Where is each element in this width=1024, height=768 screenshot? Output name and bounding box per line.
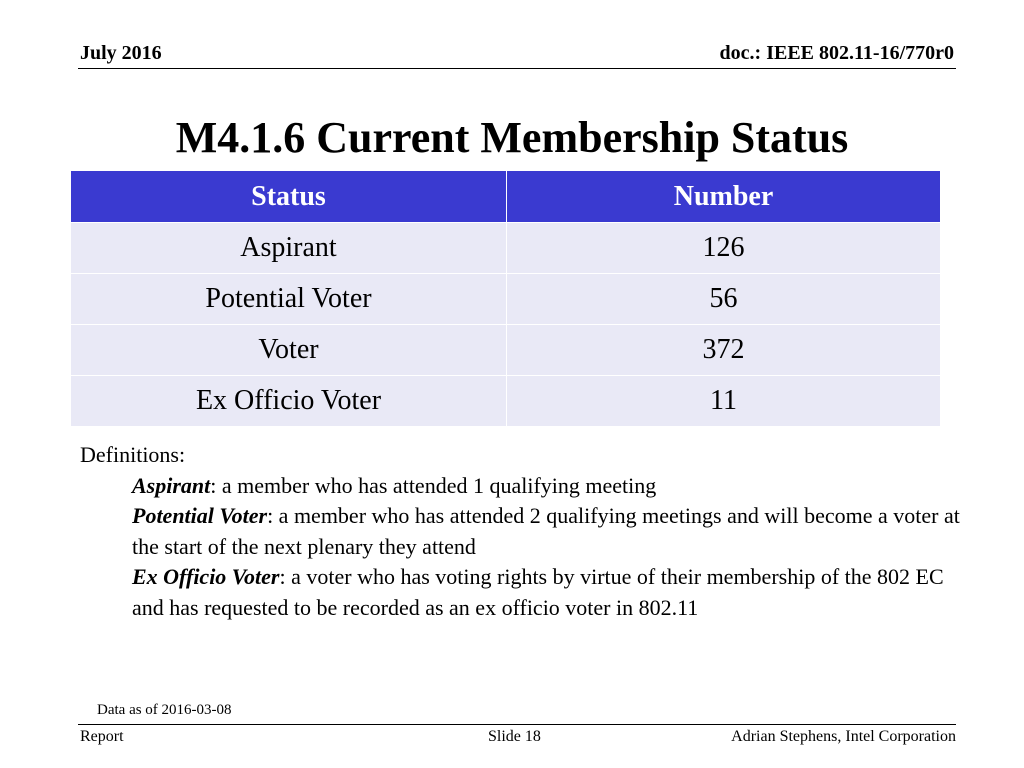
slide-number: Slide 18 xyxy=(488,728,541,745)
membership-table xyxy=(70,170,941,427)
definition-term: Ex Officio Voter xyxy=(132,564,280,589)
table-row xyxy=(71,274,941,325)
definition-item xyxy=(132,501,960,562)
column-header-number: Number xyxy=(507,171,941,223)
definitions-block xyxy=(80,440,960,623)
definition-term: Aspirant xyxy=(132,472,211,498)
table-header-row xyxy=(71,171,941,223)
header-doc-id: doc.: IEEE 802.11-16/770r0 xyxy=(719,42,954,64)
slide-title: M4.1.6 Current Membership Status xyxy=(175,113,849,162)
definition-item xyxy=(132,562,960,623)
number-cell: 11 xyxy=(507,376,941,427)
column-header-status: Status xyxy=(71,171,507,223)
status-cell: Voter xyxy=(71,325,507,376)
definition-term: Potential Voter xyxy=(132,503,268,528)
definition-text: : a member who has attended 2 qualifying meetings and will become a voter at the start of the next plenary they attend xyxy=(132,503,960,559)
number-cell: 56 xyxy=(507,274,941,325)
definition-item xyxy=(132,471,960,502)
status-cell: Potential Voter xyxy=(71,274,507,325)
header-rule xyxy=(78,68,956,69)
definitions-heading: Definitions: xyxy=(80,442,186,467)
number-cell: 372 xyxy=(507,325,941,376)
definition-text: : a voter who has voting rights by virtue of their membership of the 802 EC and has requested to be recorded as an ex officio voter in 802.11 xyxy=(132,564,944,620)
number-cell: 126 xyxy=(507,223,941,274)
data-as-of-note: Data as of 2016-03-08 xyxy=(97,702,232,718)
status-cell: Aspirant xyxy=(71,223,507,274)
table-row xyxy=(71,376,941,427)
status-cell: Ex Officio Voter xyxy=(71,376,507,427)
footer-left: Report xyxy=(80,728,124,745)
table-row xyxy=(71,325,941,376)
footer-rule xyxy=(78,724,956,725)
definition-text: : a member who has attended 1 qualifying meeting xyxy=(210,472,657,498)
table-row xyxy=(71,223,941,274)
footer-author: Adrian Stephens, Intel Corporation xyxy=(731,728,956,745)
header-date: July 2016 xyxy=(80,42,162,64)
